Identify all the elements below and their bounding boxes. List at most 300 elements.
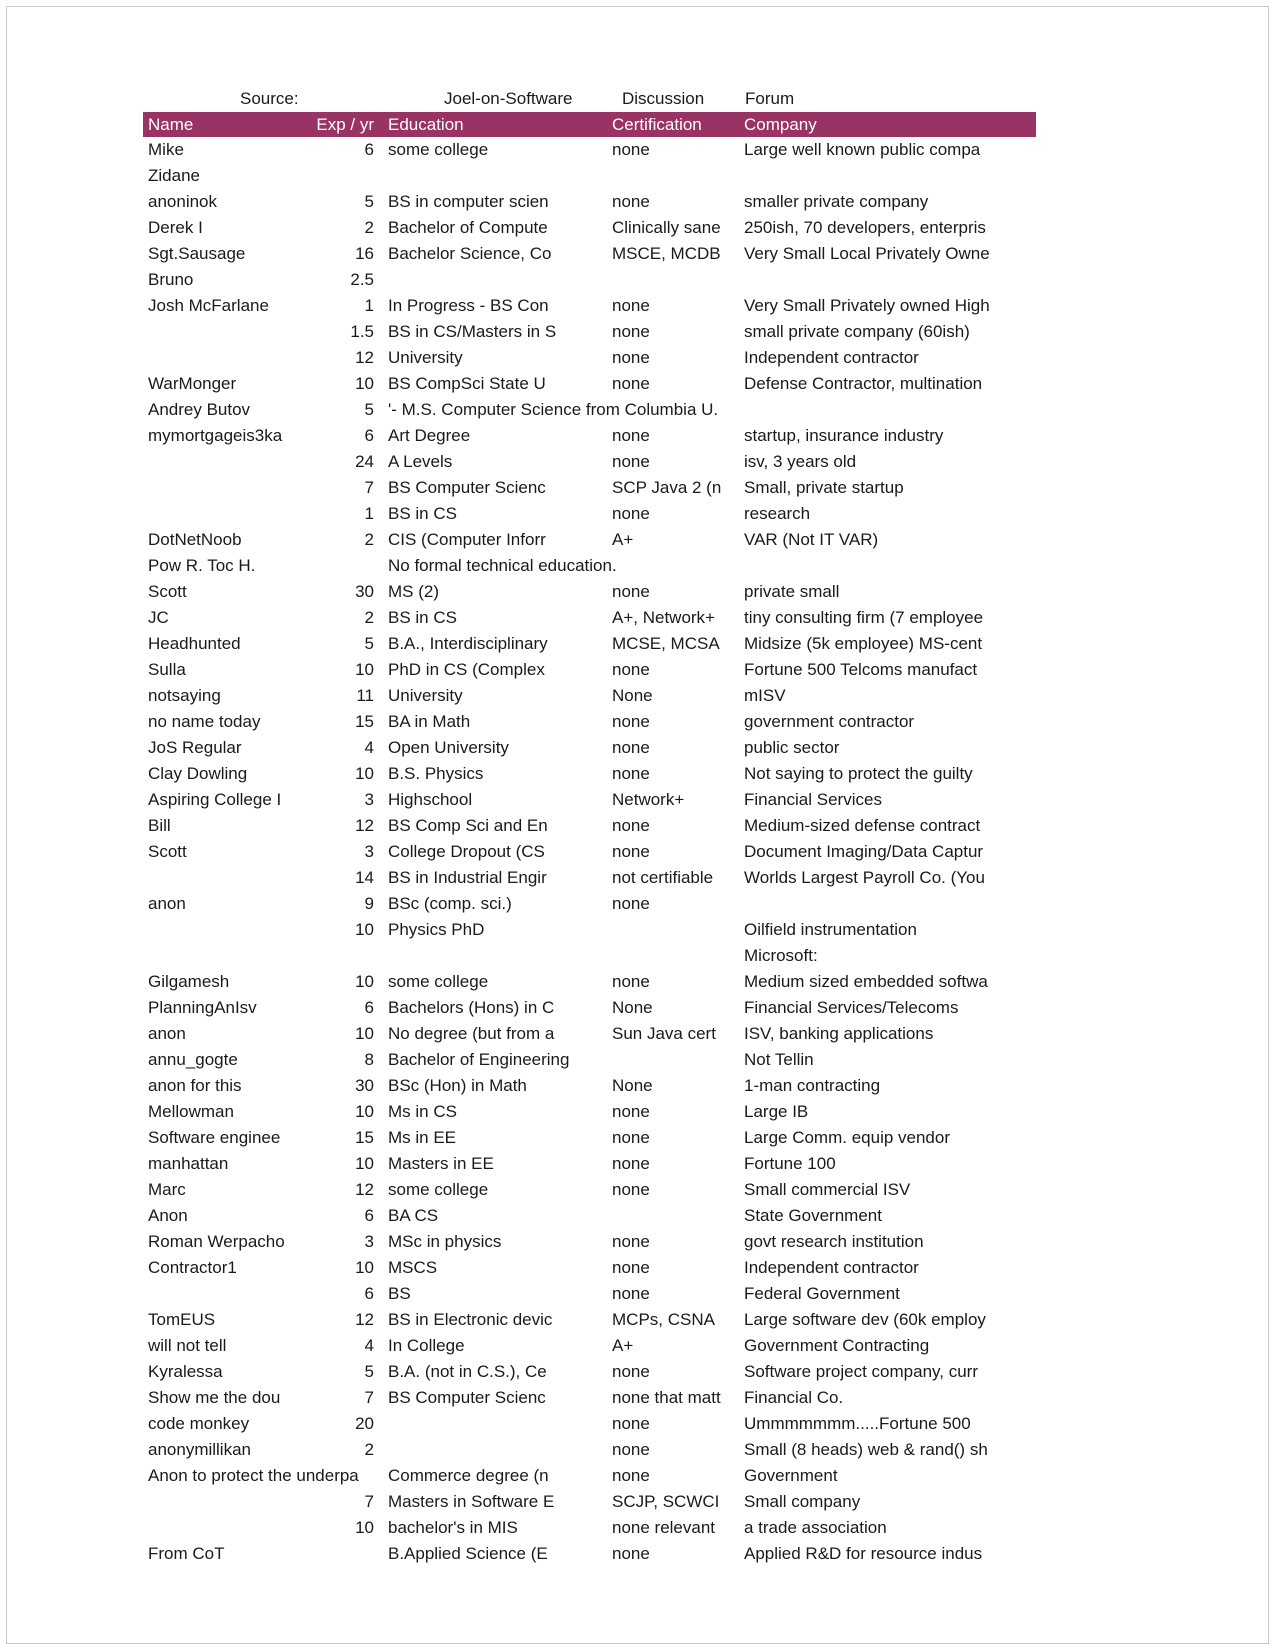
cell-certification: SCP Java 2 (n: [612, 478, 722, 497]
table-row: [143, 397, 1036, 423]
cell-education: In Progress - BS Con: [388, 296, 549, 315]
cell-company: a trade association: [744, 1518, 887, 1537]
cell-name: Marc: [148, 1180, 186, 1199]
cell-name: Gilgamesh: [148, 972, 230, 991]
cell-exp-yr: [302, 163, 380, 189]
table-row: [143, 527, 1036, 553]
cell-education: some college: [388, 140, 489, 159]
cell-company: Very Small Local Privately Owne: [744, 244, 990, 263]
cell-certification: None: [612, 1076, 653, 1095]
header-education: Education: [388, 115, 464, 134]
cell-exp-yr: 7: [364, 478, 374, 497]
table-row: [143, 319, 1036, 345]
table-row: [143, 605, 1036, 631]
table-row: [143, 137, 1036, 163]
cell-exp-yr: 15: [355, 1128, 374, 1147]
cell-company: Very Small Privately owned High: [744, 296, 990, 315]
table-row: [143, 1203, 1036, 1229]
cell-certification: none: [612, 842, 650, 861]
cell-company: tiny consulting firm (7 employee: [744, 608, 984, 627]
cell-education: University: [388, 348, 463, 367]
cell-education: MS (2): [388, 582, 439, 601]
cell-education: [380, 1411, 605, 1437]
cell-certification: MCPs, CSNA: [612, 1310, 715, 1329]
cell-exp-yr: 12: [355, 1180, 374, 1199]
cell-name: Headhunted: [148, 634, 241, 653]
cell-certification: none: [612, 452, 650, 471]
cell-exp-yr: 7: [364, 1492, 374, 1511]
table-row: [143, 215, 1036, 241]
cell-certification: none: [612, 1440, 650, 1459]
cell-certification: A+: [612, 1336, 634, 1355]
cell-company: public sector: [744, 738, 840, 757]
cell-education: BS: [388, 1284, 411, 1303]
cell-name: Scott: [148, 842, 187, 861]
cell-name: [143, 1515, 302, 1541]
table-row: [143, 787, 1036, 813]
cell-company: Financial Services/Telecoms: [744, 998, 959, 1017]
cell-name: TomEUS: [148, 1310, 216, 1329]
cell-company: Document Imaging/Data Captur: [744, 842, 984, 861]
cell-name: anon: [148, 1024, 186, 1043]
cell-name: DotNetNoob: [148, 530, 242, 549]
table-row: [143, 1255, 1036, 1281]
cell-exp-yr: 3: [364, 1232, 374, 1251]
cell-exp-yr: 3: [364, 790, 374, 809]
cell-education: BS Computer Scienc: [388, 1388, 546, 1407]
cell-education: No degree (but from a: [388, 1024, 555, 1043]
table-row: [143, 241, 1036, 267]
cell-name: no name today: [148, 712, 261, 731]
cell-exp-yr: 14: [355, 868, 374, 887]
source-line: [0, 86, 1275, 112]
cell-exp-yr: 10: [355, 660, 374, 679]
spreadsheet-table: [143, 112, 1036, 1567]
cell-company: [737, 267, 1036, 293]
cell-name: Mike: [148, 140, 184, 159]
source-word-discussion: Discussion: [622, 89, 705, 108]
cell-certification: none: [612, 140, 650, 159]
table-header-row: [143, 112, 1036, 137]
cell-certification: none: [612, 1362, 650, 1381]
cell-name: JC: [148, 608, 169, 627]
cell-education: MSc in physics: [388, 1232, 502, 1251]
cell-name: Anon to protect the underpa: [148, 1466, 359, 1485]
cell-name: mymortgageis3ka: [148, 426, 283, 445]
cell-certification: none: [612, 374, 650, 393]
cell-company: Small commercial ISV: [744, 1180, 911, 1199]
table-row: [143, 579, 1036, 605]
cell-name: [143, 917, 302, 943]
cell-exp-yr: 3: [364, 842, 374, 861]
cell-exp-yr: 6: [364, 140, 374, 159]
cell-exp-yr: 2: [364, 1440, 374, 1459]
table-row: [143, 293, 1036, 319]
table-row: [143, 969, 1036, 995]
table-row: [143, 1515, 1036, 1541]
cell-exp-yr: 4: [364, 738, 374, 757]
cell-exp-yr: 10: [355, 1154, 374, 1173]
table-row: [143, 1099, 1036, 1125]
cell-company: Small, private startup: [744, 478, 904, 497]
table-row: [143, 683, 1036, 709]
cell-company: 1-man contracting: [744, 1076, 881, 1095]
cell-education: Bachelor Science, Co: [388, 244, 552, 263]
cell-education: Highschool: [388, 790, 473, 809]
cell-name: WarMonger: [148, 374, 237, 393]
cell-company: research: [744, 504, 811, 523]
cell-education: Masters in Software E: [388, 1492, 555, 1511]
table-row: [143, 839, 1036, 865]
cell-certification: none relevant: [612, 1518, 716, 1537]
cell-exp-yr: [302, 553, 380, 579]
cell-education: BA CS: [388, 1206, 439, 1225]
cell-certification: none: [612, 322, 650, 341]
cell-certification: none: [612, 192, 650, 211]
cell-name: [143, 1489, 302, 1515]
cell-name: Kyralessa: [148, 1362, 223, 1381]
cell-name: [143, 319, 302, 345]
cell-name: Anon: [148, 1206, 188, 1225]
cell-exp-yr: 1: [364, 296, 374, 315]
cell-certification: none: [612, 712, 650, 731]
cell-exp-yr: 6: [364, 1206, 374, 1225]
cell-education: B.A. (not in C.S.), Ce: [388, 1362, 547, 1381]
table-row: [143, 267, 1036, 293]
cell-education: '- M.S. Computer Science from Columbia U.: [388, 400, 719, 419]
cell-exp-yr: 4: [364, 1336, 374, 1355]
cell-exp-yr: 2.5: [350, 270, 374, 289]
cell-certification: Clinically sane: [612, 218, 721, 237]
cell-name: Show me the dou: [148, 1388, 281, 1407]
cell-education: No formal technical education.: [388, 556, 617, 575]
table-row: [143, 501, 1036, 527]
cell-company: VAR (Not IT VAR): [744, 530, 879, 549]
cell-education: Commerce degree (n: [388, 1466, 549, 1485]
cell-exp-yr: 2: [364, 530, 374, 549]
cell-exp-yr: 2: [364, 608, 374, 627]
cell-name: [143, 1281, 302, 1307]
cell-certification: none: [612, 816, 650, 835]
cell-exp-yr: 10: [355, 1518, 374, 1537]
cell-exp-yr: 5: [364, 634, 374, 653]
cell-exp-yr: 5: [364, 400, 374, 419]
table-row: [143, 1385, 1036, 1411]
cell-company: govt research institution: [744, 1232, 924, 1251]
table-row: [143, 1073, 1036, 1099]
cell-company: Small company: [744, 1492, 861, 1511]
cell-exp-yr: 10: [355, 1024, 374, 1043]
cell-certification: None: [612, 686, 653, 705]
cell-education: University: [388, 686, 463, 705]
table-row: [143, 449, 1036, 475]
cell-company: Government: [744, 1466, 838, 1485]
cell-certification: none: [612, 1466, 650, 1485]
cell-certification: none: [612, 1284, 650, 1303]
cell-education: some college: [388, 972, 489, 991]
cell-education: bachelor's in MIS: [388, 1518, 518, 1537]
cell-education: B.Applied Science (E: [388, 1544, 548, 1563]
cell-certification: A+, Network+: [612, 608, 715, 627]
cell-name: [143, 865, 302, 891]
header-exp-yr: Exp / yr: [316, 115, 374, 134]
cell-company: mISV: [744, 686, 786, 705]
cell-certification: none: [612, 348, 650, 367]
cell-name: [143, 449, 302, 475]
cell-certification: none: [612, 504, 650, 523]
cell-name: Sulla: [148, 660, 186, 679]
table-row: [143, 1411, 1036, 1437]
cell-exp-yr: 7: [364, 1388, 374, 1407]
cell-name: Aspiring College I: [148, 790, 282, 809]
cell-certification: none: [612, 894, 650, 913]
cell-exp-yr: 15: [355, 712, 374, 731]
cell-exp-yr: 30: [355, 582, 374, 601]
cell-education: College Dropout (CS: [388, 842, 545, 861]
cell-exp-yr: 12: [355, 348, 374, 367]
cell-education: BS in Electronic devic: [388, 1310, 553, 1329]
table-row: [143, 1359, 1036, 1385]
table-row: [143, 709, 1036, 735]
cell-name: Scott: [148, 582, 187, 601]
cell-education: Ms in CS: [388, 1102, 457, 1121]
table-row: [143, 163, 1036, 189]
cell-name: anon for this: [148, 1076, 242, 1095]
table-row: [143, 1177, 1036, 1203]
cell-education: Bachelor of Compute: [388, 218, 548, 237]
cell-certification: none: [612, 296, 650, 315]
table-rows: [143, 137, 1036, 1567]
cell-certification: not certifiable: [612, 868, 714, 887]
cell-company: Federal Government: [744, 1284, 900, 1303]
cell-name: Sgt.Sausage: [148, 244, 246, 263]
cell-name: will not tell: [148, 1336, 227, 1355]
cell-name: Clay Dowling: [148, 764, 248, 783]
header-name: Name: [148, 115, 194, 134]
header-company: Company: [744, 115, 817, 134]
cell-certification: none that matt: [612, 1388, 721, 1407]
cell-exp-yr: 2: [364, 218, 374, 237]
cell-education: A Levels: [388, 452, 453, 471]
cell-certification: [605, 1203, 737, 1229]
cell-education: [380, 943, 605, 969]
cell-name: PlanningAnIsv: [148, 998, 257, 1017]
cell-exp-yr: 16: [355, 244, 374, 263]
cell-name: Contractor1: [148, 1258, 237, 1277]
cell-certification: SCJP, SCWCI: [612, 1492, 720, 1511]
table-row: [143, 1229, 1036, 1255]
cell-exp-yr: 24: [355, 452, 374, 471]
table-row: [143, 1125, 1036, 1151]
table-row: [143, 813, 1036, 839]
cell-education: BS Comp Sci and En: [388, 816, 548, 835]
table-row: [143, 345, 1036, 371]
cell-education: B.S. Physics: [388, 764, 484, 783]
cell-certification: MSCE, MCDB: [612, 244, 721, 263]
cell-exp-yr: 12: [355, 1310, 374, 1329]
cell-exp-yr: [302, 943, 380, 969]
cell-company: private small: [744, 582, 840, 601]
cell-company: Worlds Largest Payroll Co. (You: [744, 868, 985, 887]
cell-company: small private company (60ish): [744, 322, 970, 341]
table-row: [143, 371, 1036, 397]
cell-exp-yr: 30: [355, 1076, 374, 1095]
cell-certification: A+: [612, 530, 634, 549]
cell-name: Josh McFarlane: [148, 296, 269, 315]
header-certification: Certification: [612, 115, 702, 134]
cell-company: isv, 3 years old: [744, 452, 857, 471]
cell-education: MSCS: [388, 1258, 438, 1277]
table-row: [143, 1281, 1036, 1307]
cell-certification: none: [612, 764, 650, 783]
cell-name: Andrey Butov: [148, 400, 251, 419]
cell-company: State Government: [744, 1206, 882, 1225]
cell-company: Software project company, curr: [744, 1362, 978, 1381]
cell-name: Roman Werpacho: [148, 1232, 285, 1251]
cell-education: Physics PhD: [388, 920, 485, 939]
table-row: [143, 1307, 1036, 1333]
cell-name: [143, 475, 302, 501]
cell-certification: MCSE, MCSA: [612, 634, 720, 653]
cell-exp-yr: 10: [355, 374, 374, 393]
cell-name: anon: [148, 894, 186, 913]
cell-education: [380, 1437, 605, 1463]
cell-exp-yr: 5: [364, 192, 374, 211]
cell-certification: [605, 917, 737, 943]
cell-certification: none: [612, 1180, 650, 1199]
cell-name: [143, 943, 302, 969]
cell-company: Not Tellin: [744, 1050, 814, 1069]
cell-company: Defense Contractor, multination: [744, 374, 983, 393]
cell-education: BS in computer scien: [388, 192, 549, 211]
table-row: [143, 1437, 1036, 1463]
cell-company: startup, insurance industry: [744, 426, 944, 445]
cell-education: BSc (Hon) in Math: [388, 1076, 527, 1095]
table-row: [143, 1333, 1036, 1359]
cell-education: BS in CS: [388, 608, 457, 627]
cell-name: Pow R. Toc H.: [148, 556, 256, 575]
cell-education: PhD in CS (Complex: [388, 660, 545, 679]
cell-certification: [605, 267, 737, 293]
cell-education: Open University: [388, 738, 509, 757]
table-row: [143, 995, 1036, 1021]
cell-exp-yr: 5: [364, 1362, 374, 1381]
cell-company: Financial Co.: [744, 1388, 844, 1407]
source-site-name: Joel-on-Software: [444, 89, 573, 108]
cell-certification: none: [612, 582, 650, 601]
cell-certification: none: [612, 1414, 650, 1433]
table-row: [143, 1047, 1036, 1073]
cell-education: Masters in EE: [388, 1154, 494, 1173]
cell-company: Medium sized embedded softwa: [744, 972, 988, 991]
cell-certification: None: [612, 998, 653, 1017]
cell-education: BS in Industrial Engir: [388, 868, 547, 887]
cell-education: Ms in EE: [388, 1128, 457, 1147]
cell-education: BS CompSci State U: [388, 374, 546, 393]
table-row: [143, 1489, 1036, 1515]
table-row: [143, 553, 1036, 579]
cell-company: Financial Services: [744, 790, 882, 809]
table-row: [143, 631, 1036, 657]
cell-name: manhattan: [148, 1154, 229, 1173]
cell-name: From CoT: [148, 1544, 225, 1563]
table-row: [143, 917, 1036, 943]
cell-company: Large Comm. equip vendor: [744, 1128, 951, 1147]
table-row: [143, 423, 1036, 449]
source-label: Source:: [240, 89, 299, 108]
cell-education: [380, 267, 605, 293]
cell-certification: none: [612, 738, 650, 757]
cell-education: some college: [388, 1180, 489, 1199]
cell-company: Independent contractor: [744, 1258, 919, 1277]
cell-certification: Network+: [612, 790, 685, 809]
cell-name: code monkey: [148, 1414, 250, 1433]
cell-name: annu_gogte: [148, 1050, 238, 1069]
cell-education: Art Degree: [388, 426, 471, 445]
cell-education: CIS (Computer Inforr: [388, 530, 546, 549]
cell-exp-yr: 10: [355, 972, 374, 991]
cell-company: Not saying to protect the guilty: [744, 764, 973, 783]
cell-name: anoninok: [148, 192, 218, 211]
table-row: [143, 1541, 1036, 1567]
table-row: [143, 943, 1036, 969]
cell-exp-yr: 1: [364, 504, 374, 523]
cell-exp-yr: 9: [364, 894, 374, 913]
cell-education: Bachelors (Hons) in C: [388, 998, 555, 1017]
cell-education: BS in CS: [388, 504, 457, 523]
source-word-forum: Forum: [745, 89, 795, 108]
cell-certification: none: [612, 1232, 650, 1251]
cell-exp-yr: 10: [355, 920, 374, 939]
cell-company: Large well known public compa: [744, 140, 981, 159]
cell-name: Zidane: [148, 166, 200, 185]
cell-certification: [605, 163, 737, 189]
cell-education: Bachelor of Engineering: [388, 1050, 570, 1069]
table-row: [143, 865, 1036, 891]
cell-name: JoS Regular: [148, 738, 242, 757]
cell-company: ISV, banking applications: [744, 1024, 934, 1043]
cell-company: Government Contracting: [744, 1336, 930, 1355]
cell-company: Applied R&D for resource indus: [744, 1544, 983, 1563]
cell-certification: none: [612, 972, 650, 991]
cell-certification: [605, 943, 737, 969]
table-row: [143, 1151, 1036, 1177]
cell-certification: none: [612, 1258, 650, 1277]
cell-exp-yr: 6: [364, 998, 374, 1017]
cell-name: anonymillikan: [148, 1440, 251, 1459]
cell-company: Fortune 500 Telcoms manufact: [744, 660, 978, 679]
cell-company: Microsoft:: [744, 946, 818, 965]
cell-exp-yr: 1.5: [350, 322, 374, 341]
cell-company: Fortune 100: [744, 1154, 836, 1173]
cell-name: Bill: [148, 816, 171, 835]
cell-certification: none: [612, 1128, 650, 1147]
table-row: [143, 1463, 1036, 1489]
cell-company: [737, 891, 1036, 917]
cell-exp-yr: 10: [355, 1102, 374, 1121]
cell-company: Large IB: [744, 1102, 809, 1121]
cell-company: Medium-sized defense contract: [744, 816, 981, 835]
cell-certification: none: [612, 660, 650, 679]
cell-exp-yr: 6: [364, 426, 374, 445]
cell-certification: none: [612, 1154, 650, 1173]
table-row: [143, 657, 1036, 683]
cell-company: Midsize (5k employee) MS-cent: [744, 634, 983, 653]
cell-exp-yr: 20: [355, 1414, 374, 1433]
cell-certification: none: [612, 1544, 650, 1563]
cell-name: Software enginee: [148, 1128, 281, 1147]
cell-exp-yr: [302, 1541, 380, 1567]
